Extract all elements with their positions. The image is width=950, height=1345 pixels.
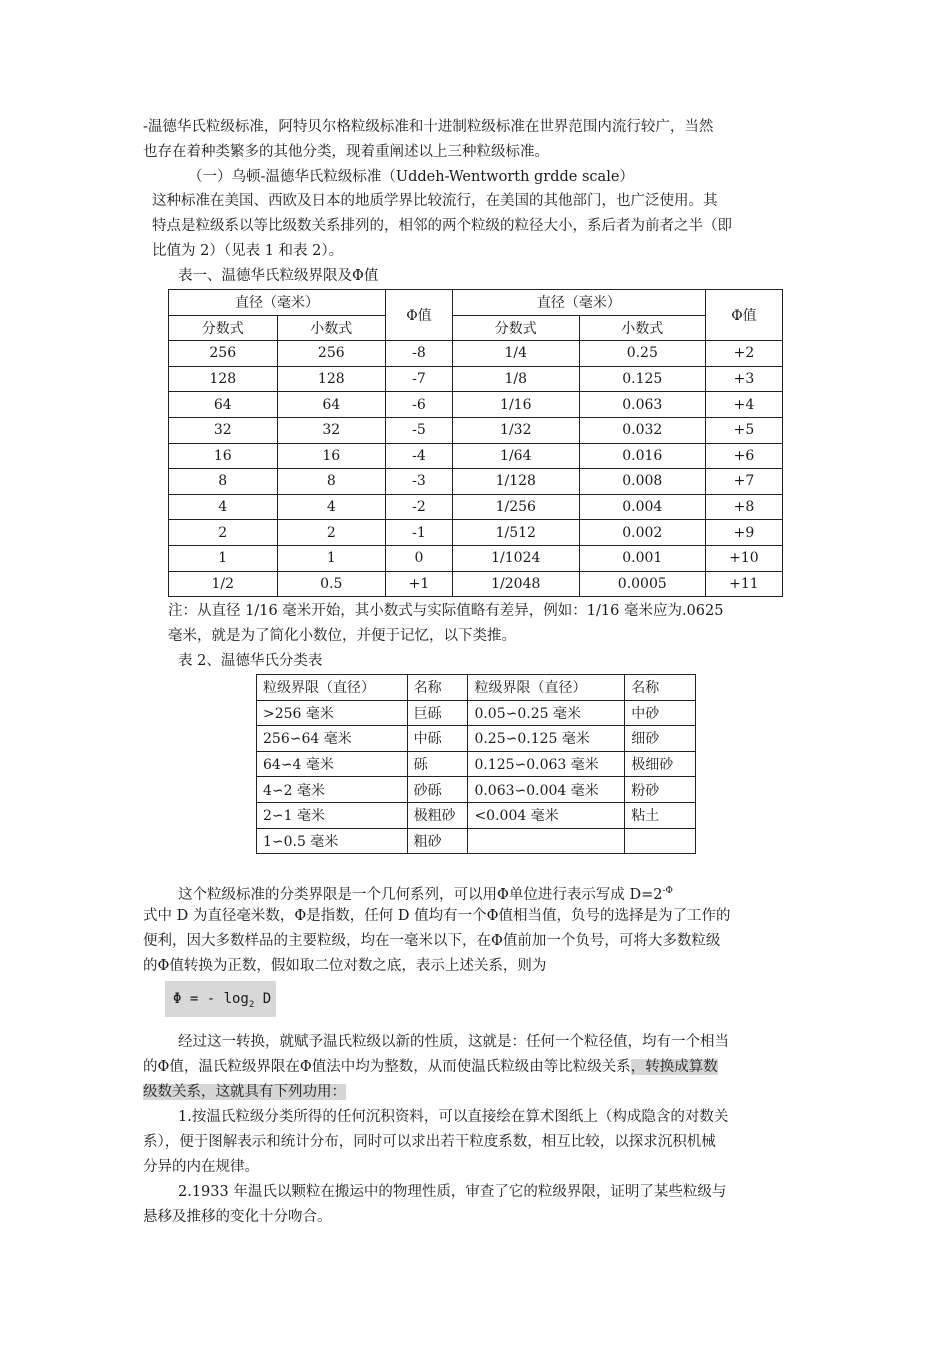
table-cell: 64∽4 毫米 bbox=[257, 751, 408, 777]
table-cell: 4 bbox=[169, 494, 278, 520]
section-heading: （一）乌顿-温德华氏粒级标准（Uddeh-Wentworth grdde scale） bbox=[188, 169, 634, 185]
table-header-row bbox=[169, 290, 783, 316]
table-cell: 细砂 bbox=[625, 726, 696, 752]
table-cell: +11 bbox=[705, 571, 782, 597]
table-cell: +1 bbox=[386, 571, 453, 597]
table-cell: 256 bbox=[169, 341, 278, 367]
table-header-row bbox=[169, 315, 783, 341]
body-line: 式中 D 为直径毫米数，Φ是指数，任何 D 值均有一个Φ值相当值，负号的选择是为了工作的 bbox=[143, 908, 731, 924]
table-cell: -7 bbox=[386, 366, 453, 392]
header-phi: Φ值 bbox=[705, 290, 782, 341]
table-row bbox=[169, 366, 783, 392]
table-cell: 1/32 bbox=[452, 417, 579, 443]
table-cell: 8 bbox=[277, 469, 386, 495]
table-cell: -5 bbox=[386, 417, 453, 443]
table-cell: +8 bbox=[705, 494, 782, 520]
table-cell: 0.5 bbox=[277, 571, 386, 597]
header-cell: 名称 bbox=[625, 675, 696, 701]
table-cell: -3 bbox=[386, 469, 453, 495]
body-line bbox=[143, 1080, 346, 1104]
paragraph-line: 这种标准在美国、西欧及日本的地质学界比较流行，在美国的其他部门，也广泛使用。其 bbox=[152, 193, 718, 209]
table-cell: 128 bbox=[277, 366, 386, 392]
header-cell: 名称 bbox=[407, 675, 468, 701]
table-row bbox=[169, 417, 783, 443]
highlighted-text: ，转换成算数 bbox=[630, 1059, 718, 1075]
table-cell: 1/4 bbox=[452, 341, 579, 367]
body-line: 便利，因大多数样品的主要粒级，均在一毫米以下，在Φ值前加一个负号，可将大多数粒级 bbox=[143, 933, 721, 949]
table-cell: 32 bbox=[277, 417, 386, 443]
table-cell: 0.001 bbox=[579, 545, 705, 571]
table-cell: 0.125 bbox=[579, 366, 705, 392]
table-row bbox=[257, 751, 696, 777]
table-row bbox=[257, 700, 696, 726]
table-cell: 1∽0.5 毫米 bbox=[257, 828, 408, 854]
header-phi: Φ值 bbox=[386, 290, 453, 341]
header-fraction: 分数式 bbox=[169, 315, 278, 341]
intro-line-1: -温德华氏粒级标准，阿特贝尔格粒级标准和十进制粒级标准在世界范围内流行较广，当然 bbox=[143, 119, 714, 135]
table-cell: 2∽1 毫米 bbox=[257, 802, 408, 828]
table1-caption: 表一、温德华氏粒级界限及Φ值 bbox=[178, 268, 379, 284]
table-cell: 中砾 bbox=[407, 726, 468, 752]
table-cell bbox=[468, 828, 625, 854]
table-cell: 1/1024 bbox=[452, 545, 579, 571]
table-cell: 极细砂 bbox=[625, 751, 696, 777]
table-cell: +10 bbox=[705, 545, 782, 571]
body-line: 经过这一转换，就赋予温氏粒级以新的性质，这就是：任何一个粒径值，均有一个相当 bbox=[178, 1034, 729, 1050]
list-item-2: 悬移及推移的变化十分吻合。 bbox=[143, 1209, 332, 1225]
table-cell: -4 bbox=[386, 443, 453, 469]
table-cell: 0.008 bbox=[579, 469, 705, 495]
table-cell: 2 bbox=[277, 520, 386, 546]
table-cell: 1/8 bbox=[452, 366, 579, 392]
formula-phi bbox=[165, 981, 276, 1017]
exponent: -Φ bbox=[662, 886, 673, 896]
table-cell: 8 bbox=[169, 469, 278, 495]
table-cell: 0.0005 bbox=[579, 571, 705, 597]
body-line: 的Φ值转换为正数，假如取二位对数之底，表示上述关系，则为 bbox=[143, 958, 547, 974]
table-cell: 砂砾 bbox=[407, 777, 468, 803]
table-cell: 4∽2 毫米 bbox=[257, 777, 408, 803]
table-cell: 极粗砂 bbox=[407, 802, 468, 828]
table-cell: 64 bbox=[277, 392, 386, 418]
table-row bbox=[169, 469, 783, 495]
header-fraction: 分数式 bbox=[452, 315, 579, 341]
list-item-1: 分异的内在规律。 bbox=[143, 1159, 259, 1175]
table-cell: 2 bbox=[169, 520, 278, 546]
table-cell: 16 bbox=[277, 443, 386, 469]
table-cell: +9 bbox=[705, 520, 782, 546]
table-cell: 巨砾 bbox=[407, 700, 468, 726]
table-cell: 1 bbox=[169, 545, 278, 571]
table-cell: +3 bbox=[705, 366, 782, 392]
formula-subscript: 2 bbox=[248, 999, 255, 1010]
list-item-1: 系），便于图解表示和统计分布，同时可以求出若干粒度系数，相互比较，以探求沉积机械 bbox=[143, 1134, 716, 1150]
header-diameter: 直径（毫米） bbox=[169, 290, 386, 316]
table-cell: 64 bbox=[169, 392, 278, 418]
table-grain-phi bbox=[168, 289, 783, 597]
table-cell: 1/256 bbox=[452, 494, 579, 520]
header-decimal: 小数式 bbox=[277, 315, 386, 341]
body-text: 的Φ值，温氏粒级界限在Φ值法中均为整数，从而使温氏粒级由等比粒级关系 bbox=[143, 1059, 631, 1075]
table-cell: 32 bbox=[169, 417, 278, 443]
intro-line-2: 也存在着种类繁多的其他分类，现着重阐述以上三种粒级标准。 bbox=[143, 144, 549, 160]
table-cell: 128 bbox=[169, 366, 278, 392]
table-wentworth-classes bbox=[256, 674, 696, 854]
table-cell: +4 bbox=[705, 392, 782, 418]
header-cell: 粒级界限（直径） bbox=[257, 675, 408, 701]
table-cell: 0.016 bbox=[579, 443, 705, 469]
table-cell: 0.063∽0.004 毫米 bbox=[468, 777, 625, 803]
paragraph-line: 比值为 2）（见表 1 和表 2）。 bbox=[152, 243, 344, 259]
table-cell: 1/64 bbox=[452, 443, 579, 469]
table-cell: +2 bbox=[705, 341, 782, 367]
table-cell: +7 bbox=[705, 469, 782, 495]
table-cell: 中砂 bbox=[625, 700, 696, 726]
formula-text: D bbox=[254, 991, 272, 1007]
table-cell: 1/512 bbox=[452, 520, 579, 546]
table-row bbox=[257, 802, 696, 828]
table-cell: 0.25∽0.125 毫米 bbox=[468, 726, 625, 752]
header-decimal: 小数式 bbox=[579, 315, 705, 341]
table-cell: 256∽64 毫米 bbox=[257, 726, 408, 752]
table-cell: 16 bbox=[169, 443, 278, 469]
table-row bbox=[257, 726, 696, 752]
table-cell: -8 bbox=[386, 341, 453, 367]
table-row bbox=[257, 828, 696, 854]
table-cell: -1 bbox=[386, 520, 453, 546]
table-cell: 0.125∽0.063 毫米 bbox=[468, 751, 625, 777]
paragraph-line: 特点是粒级系以等比级数关系排列的，相邻的两个粒级的粒径大小，系后者为前者之半（即 bbox=[152, 218, 732, 234]
list-item-2: 2.1933 年温氏以颗粒在搬运中的物理性质，审查了它的粒级界限，证明了某些粒级与 bbox=[178, 1184, 727, 1200]
table-cell: 1/16 bbox=[452, 392, 579, 418]
table2-caption: 表 2、温德华氏分类表 bbox=[178, 653, 323, 669]
formula-text: Φ = - log bbox=[173, 991, 249, 1007]
table1-note: 毫米，就是为了简化小数位，并便于记忆，以下类推。 bbox=[168, 628, 516, 644]
table-row bbox=[169, 494, 783, 520]
body-line bbox=[143, 1055, 718, 1079]
table-row bbox=[169, 443, 783, 469]
table-row bbox=[169, 571, 783, 597]
table-cell: 0.002 bbox=[579, 520, 705, 546]
table-cell: -2 bbox=[386, 494, 453, 520]
table-cell: 0.032 bbox=[579, 417, 705, 443]
highlighted-text: 级数关系，这就具有下列功用： bbox=[143, 1084, 346, 1100]
table-cell: 砾 bbox=[407, 751, 468, 777]
table-cell: +6 bbox=[705, 443, 782, 469]
table-cell: 0 bbox=[386, 545, 453, 571]
list-item-1: 1.按温氏粒级分类所得的任何沉积资料，可以直接绘在算术图纸上（构成隐含的对数关 bbox=[178, 1109, 729, 1125]
table-row bbox=[169, 520, 783, 546]
table1-note: 注：从直径 1/16 毫米开始，其小数式与实际值略有差异，例如：1/16 毫米应为.0625 bbox=[168, 603, 724, 619]
table-cell: 1/2048 bbox=[452, 571, 579, 597]
table-cell: 1 bbox=[277, 545, 386, 571]
table-cell: 0.05∽0.25 毫米 bbox=[468, 700, 625, 726]
table-cell: 粗砂 bbox=[407, 828, 468, 854]
table-cell: 0.063 bbox=[579, 392, 705, 418]
table-cell: 1/2 bbox=[169, 571, 278, 597]
header-diameter: 直径（毫米） bbox=[452, 290, 705, 316]
table-cell: 1/128 bbox=[452, 469, 579, 495]
table-cell: 4 bbox=[277, 494, 386, 520]
table-header-row bbox=[257, 675, 696, 701]
table-cell: +5 bbox=[705, 417, 782, 443]
table-cell: <0.004 毫米 bbox=[468, 802, 625, 828]
table-row bbox=[257, 777, 696, 803]
table-cell: 粉砂 bbox=[625, 777, 696, 803]
header-cell: 粒级界限（直径） bbox=[468, 675, 625, 701]
table-cell: >256 毫米 bbox=[257, 700, 408, 726]
table-cell bbox=[625, 828, 696, 854]
body-line bbox=[178, 879, 673, 907]
table-row bbox=[169, 545, 783, 571]
table-cell: 0.004 bbox=[579, 494, 705, 520]
table-cell: 256 bbox=[277, 341, 386, 367]
table-cell: -6 bbox=[386, 392, 453, 418]
table-row bbox=[169, 392, 783, 418]
table-cell: 0.25 bbox=[579, 341, 705, 367]
table-cell: 粘土 bbox=[625, 802, 696, 828]
table-row bbox=[169, 341, 783, 367]
body-text: 这个粒级标准的分类界限是一个几何系列，可以用Φ单位进行表示写成 D=2 bbox=[178, 886, 663, 903]
